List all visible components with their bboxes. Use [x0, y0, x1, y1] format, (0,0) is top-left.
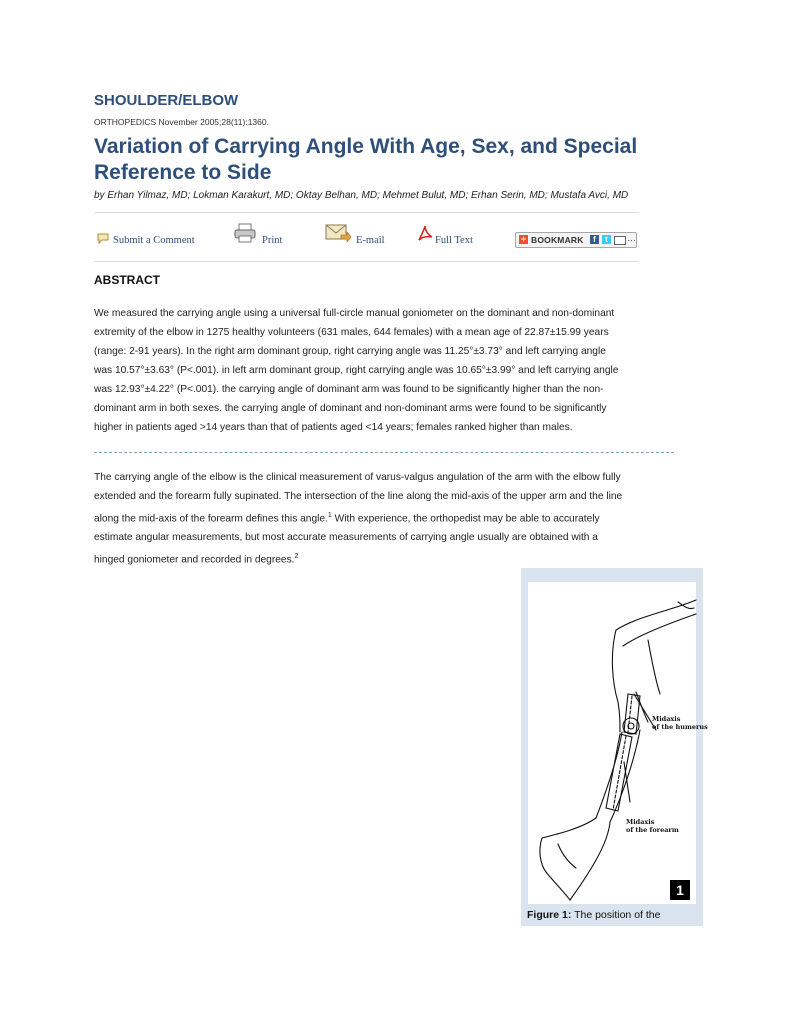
abstract-line: was 10.57°±3.63° (P<.001). in left arm dominant group, right carrying angle was 10.65°±3.99° and left carrying angle: [94, 365, 619, 376]
abstract-line: higher in patients aged >14 years than that of patients aged <14 years; females ranked higher than males.: [94, 422, 573, 433]
reference-1[interactable]: 1: [327, 512, 332, 519]
speech-bubble-icon: [96, 231, 110, 245]
more-icon: …: [627, 233, 636, 243]
abstract-line: extremity of the elbow in 1275 healthy volunteers (631 males, 644 females) with a mean age of 22.87±15.99 years: [94, 327, 609, 338]
body-line: The carrying angle of the elbow is the clinical measurement of varus-valgus angulation of the arm with the elbow fully: [94, 472, 621, 483]
printer-icon: [234, 223, 256, 243]
twitter-icon: t: [602, 235, 611, 244]
forearm-label-2: of the forearm: [626, 826, 679, 834]
figure-caption: [527, 909, 660, 921]
full-text-link[interactable]: [416, 225, 486, 247]
section-divider: [94, 452, 674, 453]
email-link[interactable]: [325, 225, 395, 247]
humerus-label-2: of the humerus: [652, 723, 708, 731]
body-text-span: hinged goniometer and recorded in degrees.: [94, 554, 295, 566]
mail-icon: [614, 236, 626, 245]
submit-comment-link[interactable]: [96, 225, 211, 247]
body-text: [94, 468, 694, 570]
abstract-text: [94, 304, 694, 437]
journal-citation: ORTHOPEDICS November 2005;28(11):1360.: [94, 117, 269, 127]
pdf-icon: [416, 224, 434, 242]
body-line: [94, 506, 694, 528]
body-text-span: With experience, the orthopedist may be able to accurately: [331, 513, 600, 525]
bookmark-label: BOOKMARK: [531, 235, 584, 245]
envelope-icon: [325, 223, 351, 243]
submit-comment-label: Submit a Comment: [113, 235, 195, 246]
reference-2[interactable]: 2: [294, 553, 299, 561]
abstract-line: dominant arm in both sexes. the carrying angle of dominant and non-dominant arms were found to be significantly: [94, 403, 607, 414]
authors-line: by Erhan Yilmaz, MD; Lokman Karakurt, MD; Oktay Belhan, MD; Mehmet Bulut, MD; Erhan Serin, MD; Mustafa Avci, MD: [94, 190, 629, 201]
abstract-line: We measured the carrying angle using a universal full-circle manual goniometer on the dominant and non-dominant: [94, 308, 615, 319]
abstract-line: was 12.93°±4.22° (P<.001). the carrying angle of dominant arm was found to be significantly higher than the non-: [94, 384, 604, 395]
body-line: estimate angular measurements, but most accurate measurements of carrying angle usually are obtained with a: [94, 532, 598, 544]
facebook-icon: f: [590, 235, 599, 244]
arm-drawing: [528, 582, 708, 904]
body-line: extended and the forearm fully supinated. The intersection of the line along the mid-axis of the upper arm and the line: [94, 491, 623, 502]
body-line: [94, 547, 694, 569]
humerus-label-1: Midaxis: [652, 715, 681, 723]
abstract-heading: ABSTRACT: [94, 273, 160, 287]
email-label: E-mail: [356, 235, 385, 246]
figure-caption-label: Figure 1:: [527, 909, 572, 921]
figure-number: 1: [670, 880, 690, 900]
article-title: Variation of Carrying Angle With Age, Sex, and Special Reference to Side: [94, 135, 638, 184]
body-text-span: along the mid-axis of the forearm defines this angle.: [94, 513, 328, 525]
plus-icon: +: [520, 234, 527, 244]
bookmark-button[interactable]: [515, 232, 637, 248]
full-text-label: Full Text: [435, 235, 473, 246]
figure-image[interactable]: [528, 582, 708, 904]
abstract-line: (range: 2-91 years). In the right arm dominant group, right carrying angle was 11.25°±3.73° and left carrying angle: [94, 346, 606, 357]
section-label: SHOULDER/ELBOW: [94, 92, 239, 109]
print-link[interactable]: [234, 225, 294, 247]
print-label: Print: [262, 235, 283, 246]
figure-caption-text: The position of the: [571, 909, 661, 921]
article-toolbar: [94, 212, 639, 262]
forearm-label-1: Midaxis: [626, 818, 655, 826]
figure-1: [521, 568, 708, 926]
